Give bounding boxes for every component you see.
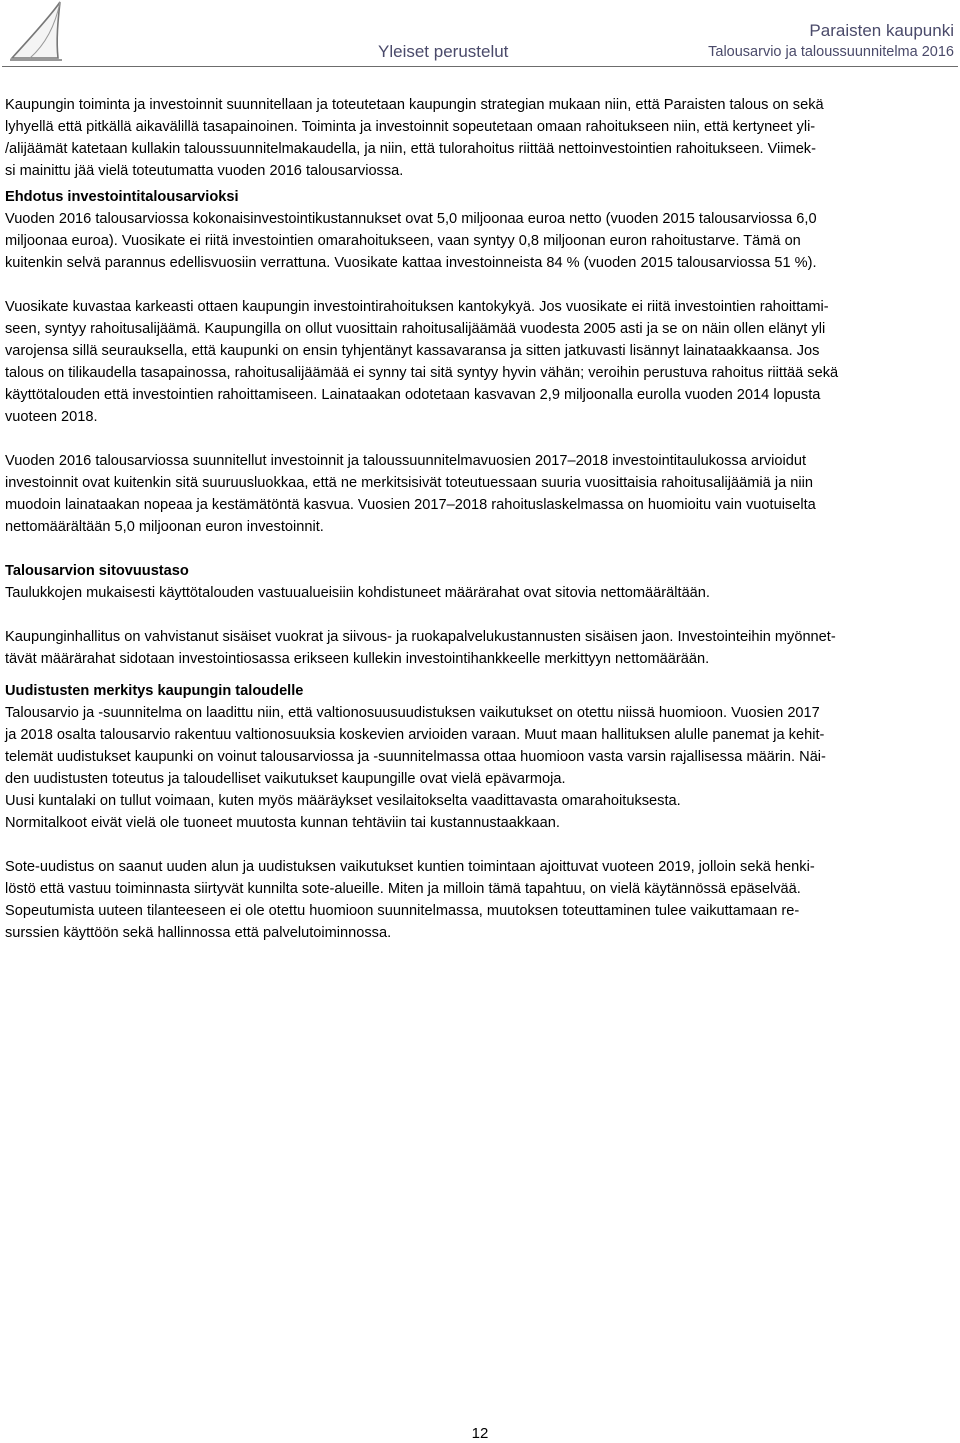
paragraph-line: Taulukkojen mukaisesti käyttötalouden vastuualueisiin kohdistuneet määrärahat ovat sitovia nettomäärältään.: [5, 585, 710, 601]
intro-line: Kaupungin toiminta ja investoinnit suunnitellaan ja toteutetaan kaupungin strategian mukaan niin, että Paraisten talous on sekä: [5, 97, 824, 113]
page-header: [0, 0, 960, 70]
paragraph-line: ja 2018 osalta talousarvio rakentuu valtionosuuksia koskevien arvioiden varaan. Muut maan hallituksen alulle panemat ja kehit-: [5, 727, 825, 743]
paragraph-line: nettomäärältään 5,0 miljoonan euron investoinnit.: [5, 519, 324, 535]
paragraph-line: kuitenkin selvä parannus edellisvuosiin verrattuna. Vuosikate kattaa investoinneista 84 % (vuoden 2015 talousarviossa 51 %).: [5, 255, 817, 271]
paragraph-line: den uudistusten toteutus ja taloudelliset vaikutukset kaupungille ovat vielä epävarmoja.: [5, 771, 566, 787]
paragraph-line: vuoteen 2018.: [5, 409, 98, 425]
paragraph-line: käyttötalouden että investointien rahoittamiseen. Lainataakan odotetaan kasvavan 2,9 miljoonalla eurolla vuoden 2014 lopusta: [5, 387, 821, 403]
investment-heading: Ehdotus investointitalousarvioksi: [5, 189, 239, 205]
paragraph-line: seen, syntyy rahoitusalijäämä. Kaupungilla on ollut vuosittain rahoitusalijäämää vuodesta 2005 asti ja se on näin ollen elänyt yli: [5, 321, 826, 337]
intro-line: /alijäämät katetaan kullakin taloussuunnitelmakaudella, ja niin, että tulorahoitus riittää nettoinvestointien rahoitukseen. Viimek-: [5, 141, 816, 157]
section-title: Yleiset perustelut: [378, 42, 509, 61]
document-title: Talousarvio ja taloussuunnitelma 2016: [708, 44, 954, 60]
paragraph-line: investoinnit ovat kuitenkin sitä suuruusluokkaa, että ne merkitsisivät toteutuessaan suuria vuosittaisia rahoitusalijäämiä ja niin: [5, 475, 813, 491]
reforms-heading: Uudistusten merkitys kaupungin taloudelle: [5, 683, 304, 699]
paragraph-line: Sote-uudistus on saanut uuden alun ja uudistuksen vaikutukset kuntien toimintaan ajoittuvat vuoteen 2019, jolloin sekä henki-: [5, 859, 815, 875]
paragraph-line: Vuosikate kuvastaa karkeasti ottaen kaupungin investointirahoituksen kantokykyä. Jos vuosikate ei riitä investointien rahoittami-: [5, 299, 829, 315]
sail-logo-icon: [4, 0, 68, 66]
paragraph-line: tävät määrärahat sidotaan investointiosassa erikseen kullekin investointihankkeelle merkittyyn nettomäärään.: [5, 651, 710, 667]
paragraph-line: löstö että vastuu toiminnasta siirtyvät kunnilta sote-alueille. Miten ja milloin tämä tapahtuu, on vielä käytännössä epäselvää.: [5, 881, 801, 897]
paragraph-line: Vuoden 2016 talousarviossa kokonaisinvestointikustannukset ovat 5,0 miljoonaa euroa netto (vuoden 2015 talousarviossa 6,0: [5, 211, 817, 227]
paragraph-line: telemät uudistukset kaupunki on voinut talousarviossa ja -suunnitelmassa ottaa huomioon vasta varsin rajallisessa määrin. Näi-: [5, 749, 826, 765]
paragraph-line: Uusi kuntalaki on tullut voimaan, kuten myös määräykset vesilaitokselta vaadittavasta omarahoituksesta.: [5, 793, 681, 809]
paragraph-line: talous on tilikaudella tasapainossa, rahoitusalijäämää ei synny tai sitä syntyy hyvin vähän; veroihin perustuva rahoitus riittää sekä: [5, 365, 839, 381]
paragraph-line: Normitalkoot eivät vielä ole tuoneet muutosta kunnan tehtäviin tai kustannustaakkaan.: [5, 815, 560, 831]
paragraph-line: Vuoden 2016 talousarviossa suunnitellut investoinnit ja taloussuunnitelmavuosien 2017–2018 investointitaulukossa arvioidut: [5, 453, 807, 469]
paragraph-line: surssien käyttöön sekä hallinnossa että palvelutoiminnossa.: [5, 925, 392, 941]
document-body: [5, 94, 955, 944]
paragraph-line: varojensa sillä seurauksella, että kaupunki on ensin tyhjentänyt kassavaransa ja sitten jatkuvasti lisännyt lainataakkaansa. Jos: [5, 343, 820, 359]
paragraph-line: muodoin lainataakan nopeaa ja kestämätöntä kasvua. Vuosien 2017–2018 rahoituslaskelmassa on huomioitu vain vuotuiselta: [5, 497, 816, 513]
paragraph-line: Talousarvio ja -suunnitelma on laadittu niin, että valtionosuusuudistuksen vaikutukset on otettu niissä huomioon. Vuosien 2017: [5, 705, 820, 721]
intro-line: lyhyellä että pitkällä aikavälillä tasapainoinen. Toiminta ja investoinnit sopeutetaan omaan rahoitukseen niin, että kertyneet yli-: [5, 119, 816, 135]
header-divider: [2, 66, 958, 67]
organization-name: Paraisten kaupunki: [809, 21, 954, 40]
intro-line: si mainittu jää vielä toteutumatta vuoden 2016 talousarviossa.: [5, 163, 404, 179]
page-number: 12: [471, 1425, 489, 1442]
paragraph-line: Kaupunginhallitus on vahvistanut sisäiset vuokrat ja siivous- ja ruokapalvelukustannusten sisäisen jaon. Investointeihin myönnet-: [5, 629, 836, 645]
paragraph-line: Sopeutumista uuteen tilanteeseen ei ole otettu huomioon suunnitelmassa, muutoksen toteuttaminen tulee vaikuttamaan re-: [5, 903, 800, 919]
binding-heading: Talousarvion sitovuustaso: [5, 563, 189, 579]
paragraph-line: miljoonaa euroa). Vuosikate ei riitä investointien omarahoitukseen, vaan syntyy 0,8 miljoonan euron rahoitustarve. Tämä on: [5, 233, 801, 249]
